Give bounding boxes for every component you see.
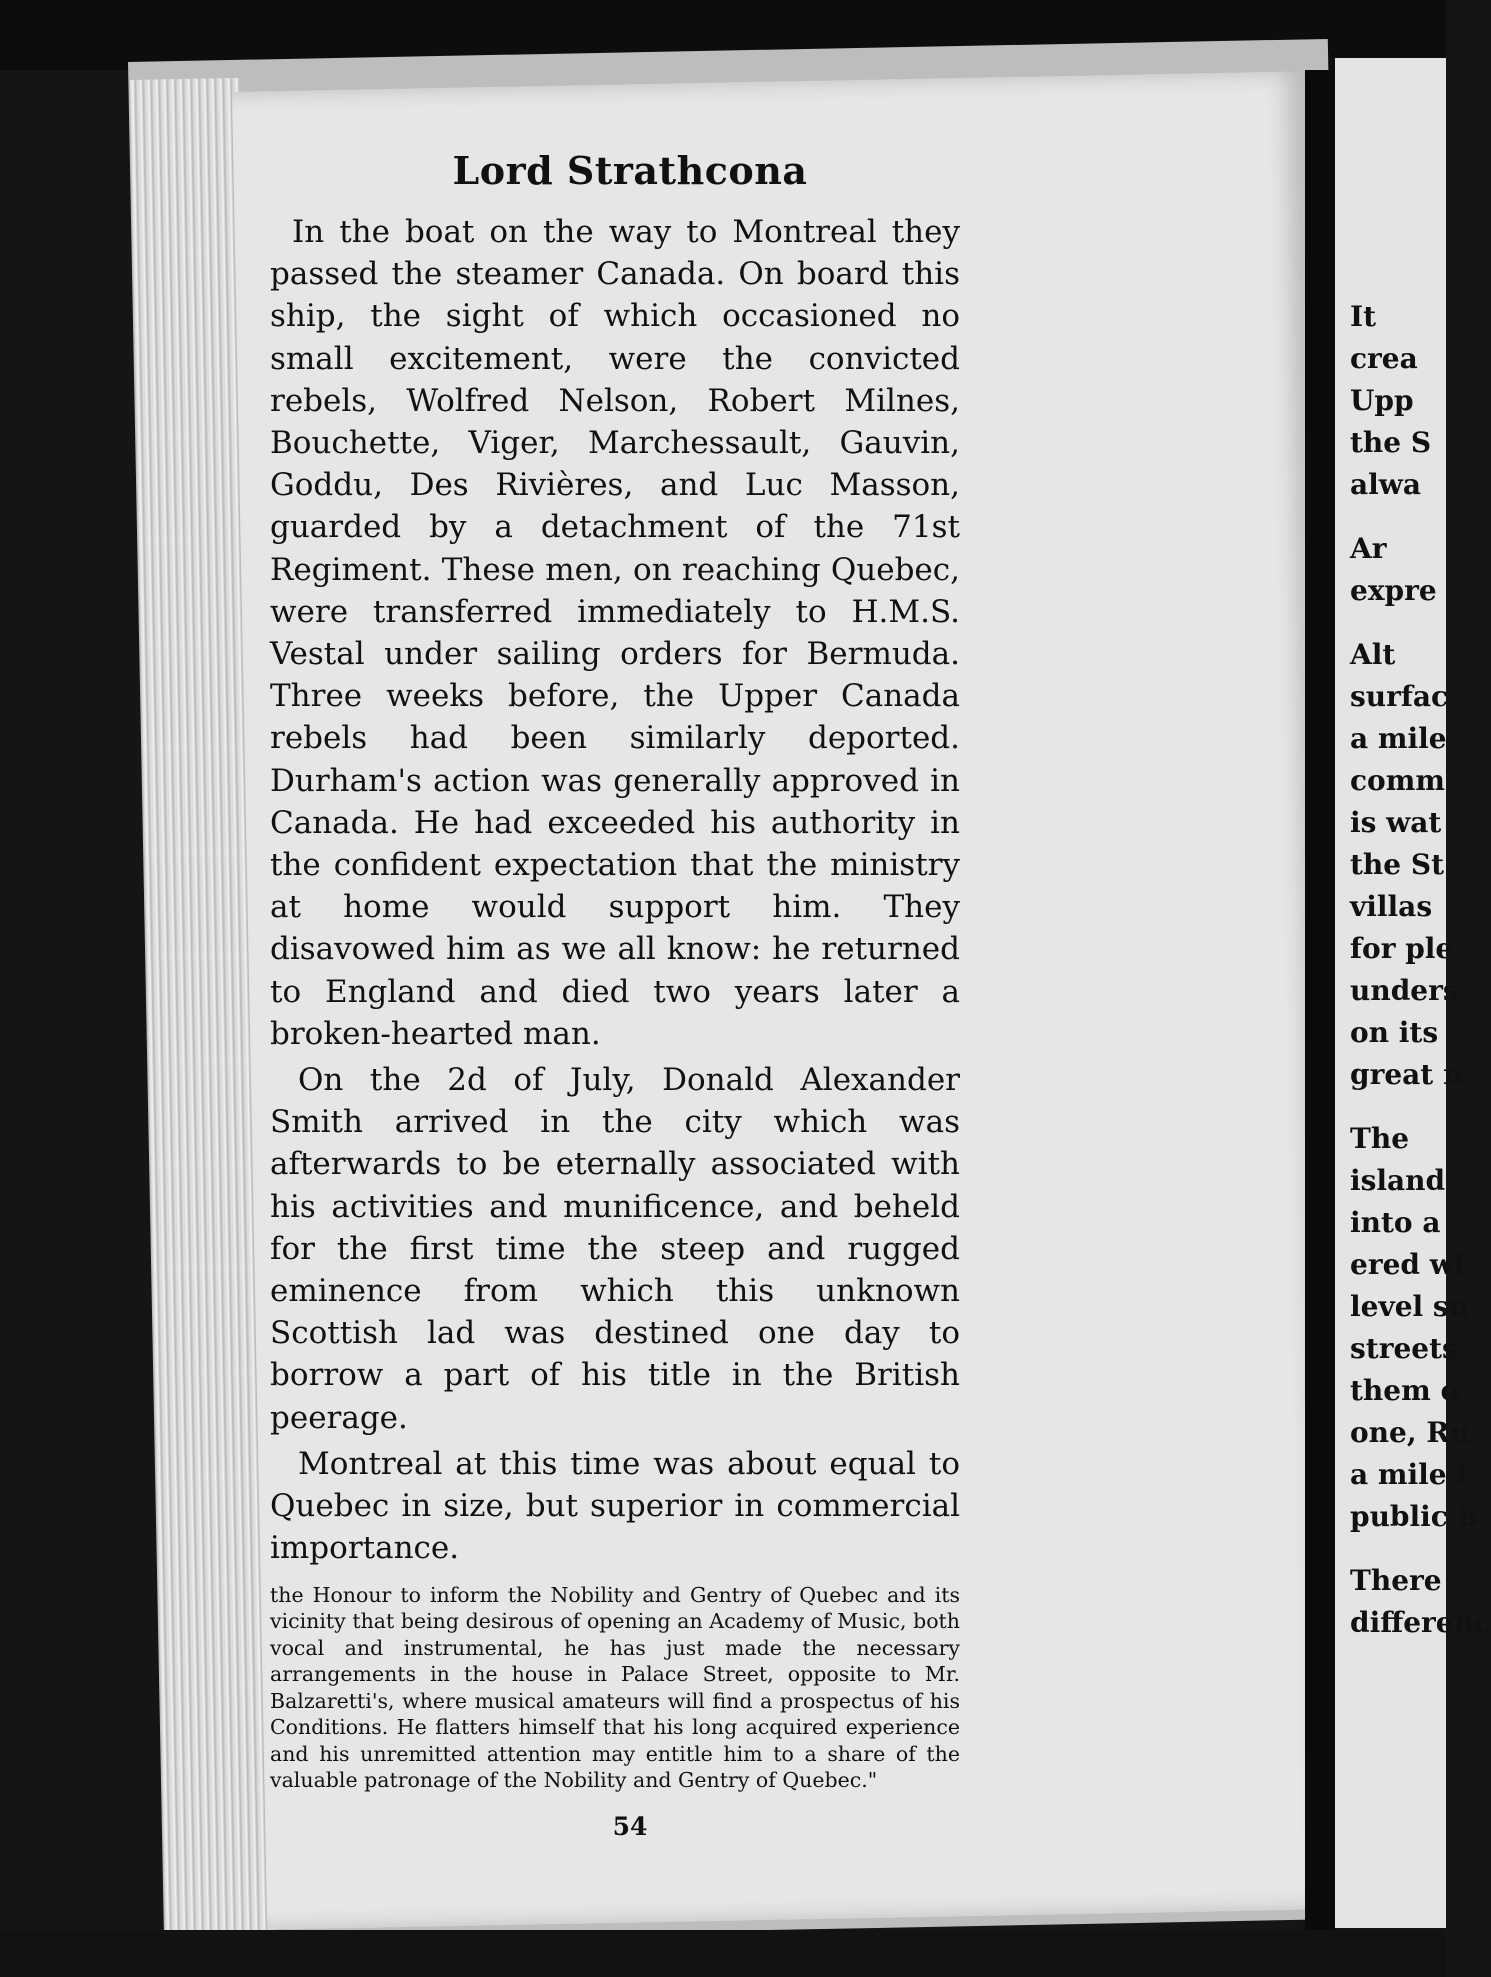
body-paragraph: On the 2d of July, Donald Alexander Smith arrived in the city which was afterwards to be eternally associated with his activities and munificence, and beheld for the first time the steep and rugged eminence from which this unknown Scottish lad was destined one day to borrow a part of his title in the British peerage. [270,1062,960,1436]
scan-background-bottom [0,1930,1446,1977]
right-page-line-fragment: into a [1350,1206,1441,1239]
right-page-line-fragment: It [1350,300,1377,333]
page-number: 54 [612,1811,648,1841]
right-page-line-fragment: the S [1350,426,1432,459]
right-page-line-fragment: Upp [1350,384,1414,417]
paragraph-gap [1350,1538,1446,1560]
right-page-line-fragment: the St [1350,848,1445,881]
right-page-line-fragment: Ar [1350,532,1387,565]
right-page-line-fragment: them o [1350,1374,1460,1407]
right-page-line-fragment: island [1350,1164,1446,1197]
right-page-content [1350,296,1491,1644]
right-page-line-fragment: expre [1350,574,1437,607]
right-page-line-fragment: streets [1350,1332,1458,1365]
body-paragraph: Montreal at this time was about equal to Quebec in size, but superior in commercial importance. [270,1445,960,1567]
right-page-line-fragment: comm [1350,764,1445,797]
right-page-line-fragment: a mile [1350,722,1447,755]
right-page-line-fragment: ered wi [1350,1248,1465,1281]
right-page-line-fragment: a mile i [1350,1458,1467,1491]
right-page-line-fragment: public b [1350,1500,1478,1533]
right-page-line-fragment: is wat [1350,806,1442,839]
right-page-line-fragment: unders [1350,974,1459,1007]
right-page-line-fragment: Alt [1350,638,1396,671]
right-page-line-fragment: villas [1350,890,1433,923]
paragraph-gap [1350,612,1446,634]
paragraph-gap [1350,1096,1446,1118]
right-page-line-fragment: alwa [1350,468,1422,501]
right-page-line-fragment: great n [1350,1058,1464,1091]
right-page-line-fragment: crea [1350,342,1418,375]
right-page-line-fragment: differenc [1350,1606,1491,1639]
running-head: Lord Strathcona [452,148,808,193]
right-page-line-fragment: surfac [1350,680,1449,713]
body-paragraph: In the boat on the way to Montreal they passed the steamer Canada. On board this ship, the sight of which occasioned no small excitement, were the convicted rebels, Wolfred Nelson, Robert Milnes, Bouchette, Viger, Marchessault, Gauvin, Goddu, Des Rivières, and Luc Masson, guarded by a detachment of the 71st Regiment. These men, on reaching Quebec, were transferred immediately to H.M.S. Vestal under sailing orders for Bermuda. Three weeks before, the Upper Canada rebels had been similarly deported. Durham's action was generally approved in Canada. He had exceeded his authority in the confident expectation that the ministry at home would support him. They disavowed him as we all know: he returned to England and died two years later a broken-hearted man. [270,214,960,1052]
right-page-line-fragment: There [1350,1564,1442,1597]
right-page-line-fragment: one, Ru [1350,1416,1470,1449]
right-page-line-fragment: on its [1350,1016,1439,1049]
right-page-line-fragment: for ple [1350,932,1454,965]
left-page-content [270,148,960,1841]
right-page-line-fragment: The [1350,1122,1410,1155]
footnote: the Honour to inform the Nobility and Gentry of Quebec and its vicinity that being desirous of opening an Academy of Music, both vocal and instrumental, he has just made the necessary arrangements in the house in Palace Street, opposite to Mr. Balzaretti's, where musical amateurs will find a prospectus of his Conditions. He flatters himself that his long acquired experience and his unremitted attention may entitle him to a share of the valuable patronage of the Nobility and Gentry of Quebec." [270,1582,960,1792]
right-page-line-fragment: level su [1350,1290,1470,1323]
book-gutter [1305,70,1335,1977]
paragraph-gap [1350,506,1446,528]
